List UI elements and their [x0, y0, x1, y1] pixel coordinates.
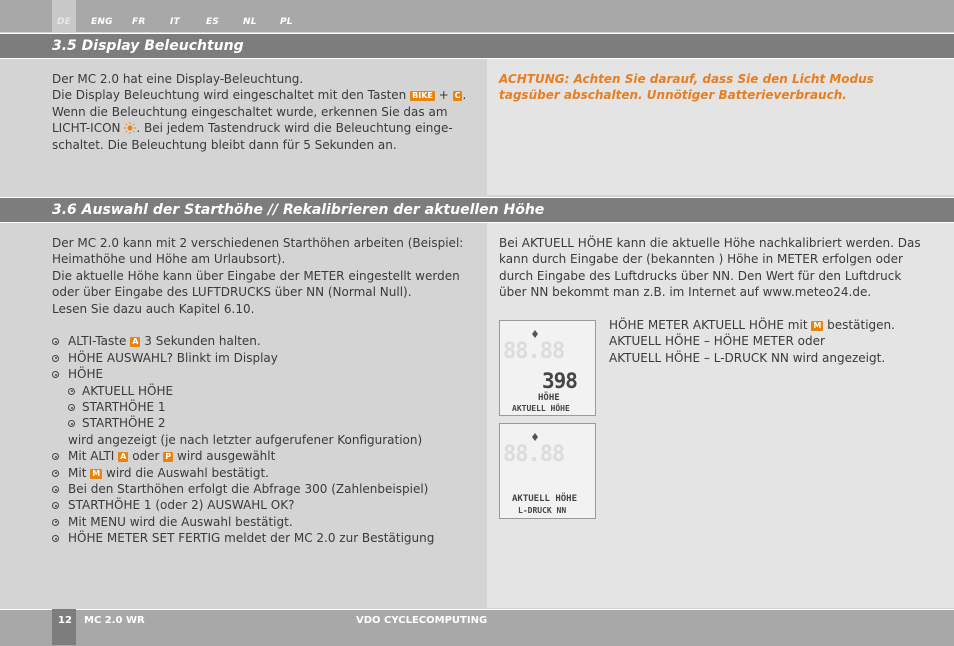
bullet-icon — [68, 420, 75, 427]
bullet-icon — [52, 486, 59, 493]
language-tab-nl[interactable]: NL — [243, 17, 257, 27]
altitude-marker-icon — [532, 433, 538, 441]
bullet-icon — [52, 519, 59, 526]
bullet-icon — [68, 388, 75, 395]
list-item: Mit M wird die Auswahl bestätigt. — [52, 465, 482, 481]
language-tab-de-active[interactable] — [52, 0, 76, 32]
text-line: LICHT-ICON . Bei jedem Tastendruck wird die Beleuchtung einge- — [52, 121, 453, 136]
section-3-5-body — [52, 71, 482, 153]
model-name: MC 2.0 WR — [84, 615, 145, 626]
brand-name: VDO CYCLECOMPUTING — [356, 615, 488, 626]
text-line: AKTUELL HÖHE – HÖHE METER oder — [609, 334, 825, 349]
lcd-label: HÖHE — [538, 393, 560, 403]
list-item: STARTHÖHE 1 (oder 2) AUSWAHL OK? — [52, 497, 482, 513]
lcd-display-2 — [499, 423, 596, 519]
list-item: Mit ALTI A oder P wird ausgewählt — [52, 448, 482, 464]
m-key-icon: M — [92, 468, 101, 478]
list-item: ALTI-Taste A 3 Sekunden halten. — [52, 333, 482, 349]
lcd-label: AKTUELL HÖHE — [512, 404, 570, 413]
text-line: Lesen Sie dazu auch Kapitel 6.10. — [52, 301, 255, 316]
bike-key-icon: BIKE — [412, 91, 433, 101]
text-line: Bei AKTUELL HÖHE kann die aktuelle Höhe nachkalibriert werden. Das — [499, 236, 921, 250]
lcd-ghost-digits: 88.88 — [503, 442, 565, 467]
warning-text: ACHTUNG: Achten Sie darauf, dass Sie den Licht Modus tagsüber abschalten. Unnötiger Batterieverbrauch. — [499, 72, 874, 103]
bullet-icon — [52, 453, 59, 460]
p-key-icon: P — [165, 452, 172, 462]
light-icon — [124, 122, 136, 134]
section-header-3-6 — [0, 197, 954, 223]
page-number: 12 — [58, 615, 72, 626]
confirm-text — [609, 317, 929, 366]
bullet-icon — [52, 355, 59, 362]
text-line: oder über Eingabe des LUFTDRUCKS über NN (Normal Null). — [52, 285, 412, 300]
sub-list-item: STARTHÖHE 2 — [52, 415, 482, 431]
language-tab-de[interactable]: DE — [57, 17, 72, 27]
altitude-marker-icon — [532, 330, 538, 338]
bullet-icon — [68, 404, 75, 411]
text-line: Der MC 2.0 hat eine Display-Beleuchtung. — [52, 72, 304, 86]
section-title-3-6: 3.6 Auswahl der Starthöhe // Rekalibrieren der aktuellen Höhe — [52, 202, 545, 218]
language-tab-pl[interactable]: PL — [280, 17, 293, 27]
text-line: HÖHE METER AKTUELL HÖHE mit M bestätigen. — [609, 318, 895, 332]
bullet-icon — [52, 535, 59, 542]
text-line: Der MC 2.0 kann mit 2 verschiedenen Starthöhen arbeiten (Beispiel: — [52, 236, 464, 250]
text-line: Wenn die Beleuchtung eingeschaltet wurde, erkennen Sie das am — [52, 104, 448, 119]
section-3-6-left-body — [52, 235, 482, 547]
sub-list-note: wird angezeigt (je nach letzter aufgerufener Konfiguration) — [68, 432, 423, 447]
text-line: AKTUELL HÖHE – L-DRUCK NN wird angezeigt. — [609, 350, 886, 365]
list-item: HÖHE — [52, 366, 482, 382]
text-line: Die Display Beleuchtung wird eingeschaltet mit den Tasten BIKE + C . — [52, 88, 467, 103]
lcd-value: 398 — [542, 369, 577, 393]
language-tab-fr[interactable]: FR — [132, 17, 146, 27]
lcd-label: L-DRUCK NN — [518, 506, 567, 515]
text-line: Heimathöhe und Höhe am Urlaubsort). — [52, 252, 286, 267]
language-tab-es[interactable]: ES — [206, 17, 220, 27]
bullet-icon — [52, 338, 59, 345]
section-title-3-5: 3.5 Display Beleuchtung — [52, 38, 244, 54]
list-item: HÖHE AUSWAHL? Blinkt im Display — [52, 350, 482, 366]
text-line: durch Eingabe des Luftdrucks über NN. Den Wert für den Luftdruck — [499, 268, 902, 283]
sub-list-item: STARTHÖHE 1 — [52, 399, 482, 415]
section-3-6-right-body — [499, 235, 929, 301]
list-item: HÖHE METER SET FERTIG meldet der MC 2.0 zur Bestätigung — [52, 530, 482, 546]
section-header-3-5 — [0, 33, 954, 59]
bullet-icon — [52, 502, 59, 509]
m-key-icon: M — [813, 321, 822, 330]
list-item: Mit MENU wird die Auswahl bestätigt. — [52, 514, 482, 530]
a-key-icon: A — [132, 337, 139, 347]
lcd-label: AKTUELL HÖHE — [512, 494, 578, 504]
lcd-display-1 — [499, 320, 596, 416]
bullet-icon — [52, 470, 59, 477]
a-key-icon: A — [120, 452, 127, 462]
text-line: kann durch Eingabe der (bekannten ) Höhe in METER erfolgen oder — [499, 252, 903, 267]
lcd-ghost-digits: 88.88 — [503, 339, 565, 364]
language-bar — [0, 0, 954, 32]
list-item: Bei den Starthöhen erfolgt die Abfrage 300 (Zahlenbeispiel) — [52, 481, 482, 497]
bullet-icon — [52, 371, 59, 378]
text-line: Die aktuelle Höhe kann über Eingabe der METER eingestellt werden — [52, 268, 460, 283]
c-key-icon: C — [454, 91, 461, 101]
sub-list-item: AKTUELL HÖHE — [52, 383, 482, 399]
text-line: schaltet. Die Beleuchtung bleibt dann für 5 Sekunden an. — [52, 137, 397, 152]
text-line: über NN bekommt man z.B. im Internet auf www.meteo24.de. — [499, 285, 872, 300]
language-tab-eng[interactable]: ENG — [91, 17, 113, 27]
language-tab-it[interactable]: IT — [170, 17, 180, 27]
